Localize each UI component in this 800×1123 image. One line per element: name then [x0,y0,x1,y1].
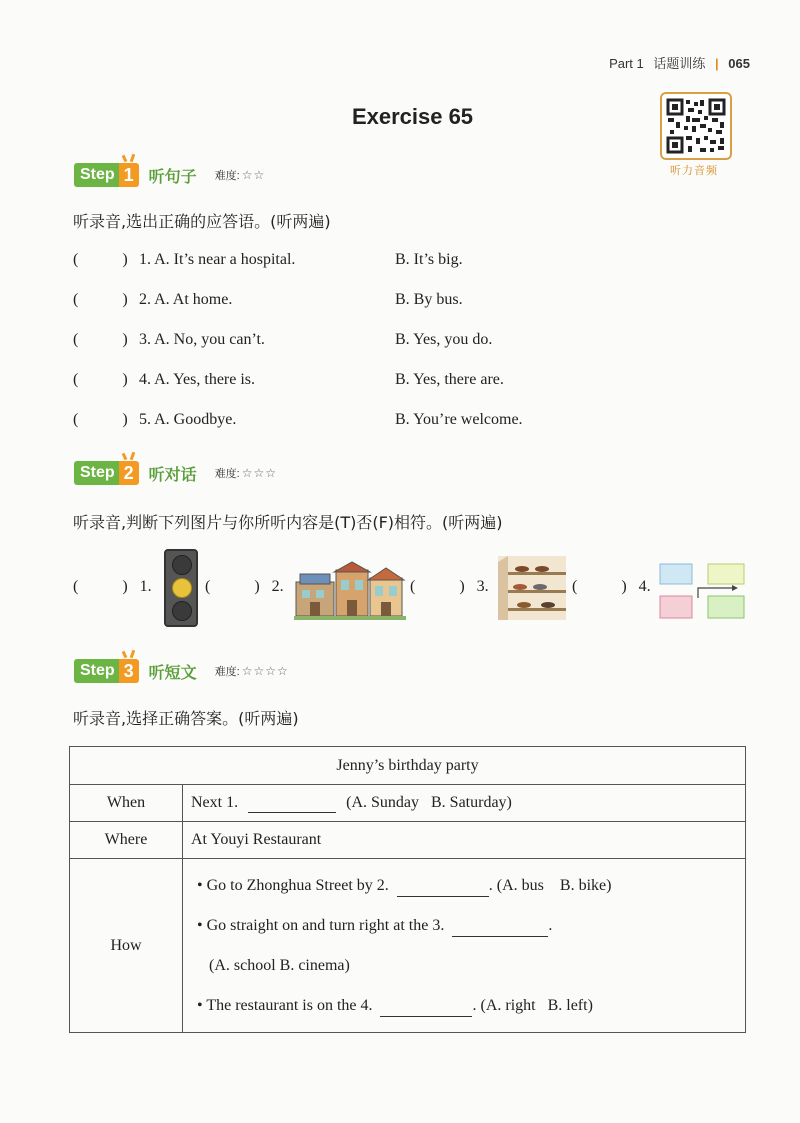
step3-instruction: 听录音,选择正确答案。(听两遍) [73,709,299,728]
step2-name: 听对话 [148,466,197,484]
page-title: Exercise 65 [351,104,474,129]
page-header [609,53,750,72]
blank-3[interactable] [452,916,548,937]
step1-number: 1 [119,163,139,187]
step2-number: 2 [119,461,139,485]
step1-difficulty: 难度: [214,170,240,182]
map-blocks-icon [658,562,748,620]
option-a: A. No, you can’t. [154,331,265,348]
info-table [69,746,746,1033]
step2-badge: Step [74,461,119,485]
step1-stars-icon: ☆☆ [241,168,266,182]
step1-question-1: ( ) 1. A. It’s near a hospital. B. It’s big. [73,251,463,268]
option-a: A. It’s near a hospital. [154,251,296,268]
when-cell: Next 1. (A. Sunday B. Saturday) [183,785,746,822]
qr-code[interactable] [660,92,732,160]
step2-item-3: ( ) 3. [410,578,489,595]
step1-instruction: 听录音,选出正确的应答语。(听两遍) [73,212,331,231]
step1-question-3: ( ) 3. A. No, you can’t. B. Yes, you do. [73,331,493,348]
step2-item-4: ( ) 4. [572,578,651,595]
how-2-options: (A. school B. cinema) [209,956,350,974]
blank-4[interactable] [380,996,472,1017]
step1-question-5: ( ) 5. A. Goodbye. B. You’re welcome. [73,411,523,428]
shoe-shelf-icon [498,556,566,620]
option-b: B. It’s big. [395,251,463,268]
where-value: At Youyi Restaurant [183,822,746,859]
option-b: B. By bus. [395,291,463,308]
step1-badge: Step [74,163,119,187]
step3-difficulty: 难度: [214,666,240,678]
step3-number: 3 [119,659,139,683]
step3-stars-icon: ☆☆☆☆ [241,664,289,678]
step1-name: 听句子 [148,168,197,186]
option-b: B. You’re welcome. [395,411,523,428]
step2-difficulty: 难度: [214,468,240,480]
traffic-light-icon [164,549,198,627]
option-b: B. Yes, you do. [395,331,493,348]
page-number: 065 [728,56,750,71]
step1-question-2: ( ) 2. A. At home. B. By bus. [73,291,463,308]
when-label: When [70,785,183,822]
header-separator: | [715,56,719,71]
qr-label: 听力音频 [670,165,718,177]
where-label: Where [70,822,183,859]
how-cell: • Go to Zhonghua Street by 2. . (A. bus B. bike) • Go straight on and turn right at the 3. . (A. school B. cinema) • The restaurant is on the 4. . (A. right B. left) [183,859,746,1033]
step3-name: 听短文 [148,664,197,682]
step1-question-4: ( ) 4. A. Yes, there is. B. Yes, there are. [73,371,504,388]
step3-badge: Step [74,659,119,683]
qr-code-icon [664,96,728,156]
step1-header [74,161,265,189]
step2-item-2: ( ) 2. [205,578,284,595]
step2-stars-icon: ☆☆☆ [241,466,278,480]
step2-item-1: ( ) 1. [73,578,152,595]
step3-header [74,657,289,685]
option-b: B. Yes, there are. [395,371,504,388]
blank-1[interactable] [248,794,336,813]
step2-header [74,459,277,487]
option-a: A. At home. [154,291,233,308]
option-a: A. Yes, there is. [154,371,256,388]
buildings-icon [294,560,406,620]
blank-2[interactable] [397,876,489,897]
how-label: How [70,859,183,1033]
header-part: Part 1 [609,56,644,71]
step2-instruction: 听录音,判断下列图片与你所听内容是(T)否(F)相符。(听两遍) [73,513,503,532]
table-title: Jenny’s birthday party [70,747,746,785]
option-a: A. Goodbye. [154,411,237,428]
header-section: 话题训练 [653,56,706,71]
